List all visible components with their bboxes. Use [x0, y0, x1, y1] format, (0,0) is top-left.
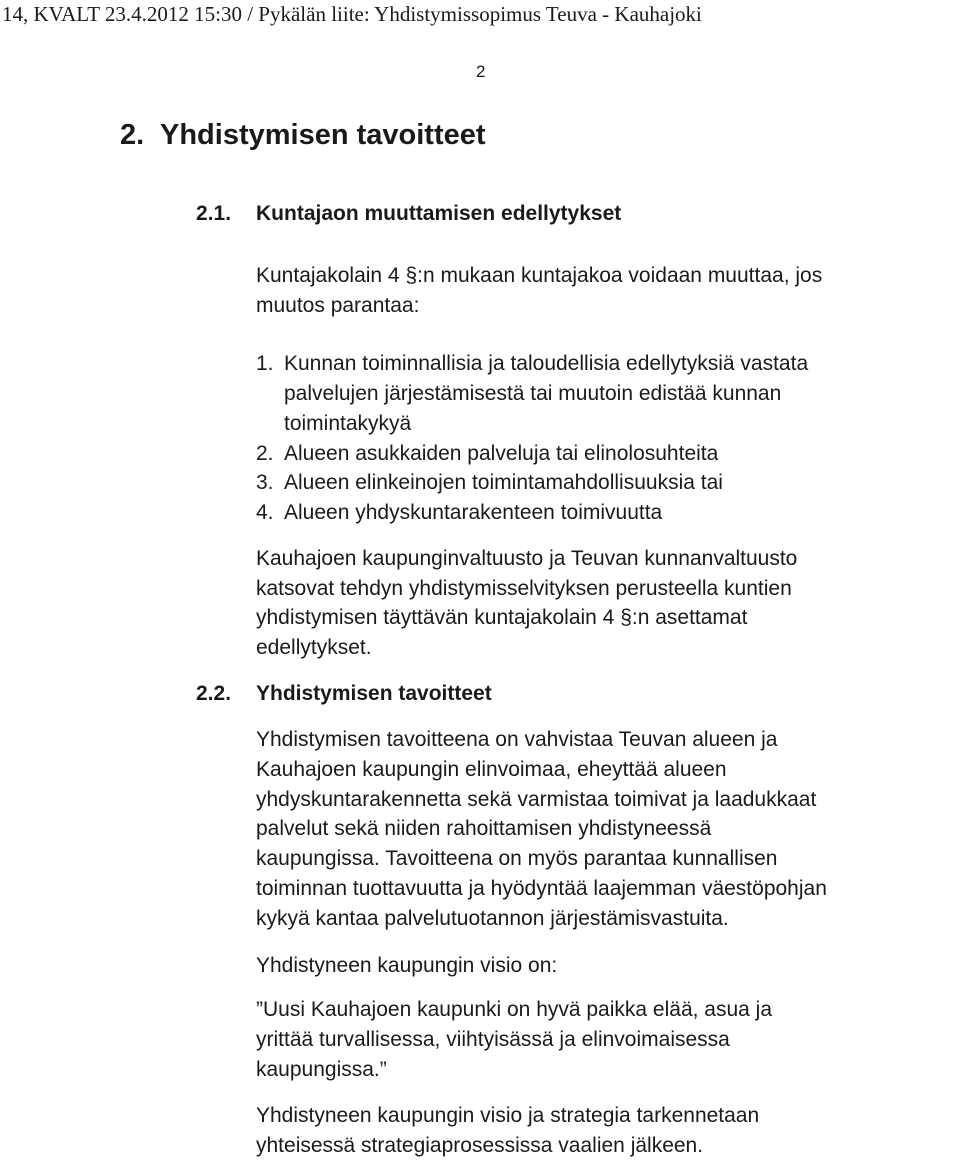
list-number: 2. — [256, 442, 274, 465]
paragraph-line: yhteisessä strategiaprosessissa vaalien jälkeen. — [256, 1134, 704, 1157]
list-item: Alueen yhdyskuntarakenteen toimivuutta — [284, 501, 663, 524]
paragraph-line: kykyä kantaa palvelutuotannon järjestämisvastuita. — [256, 907, 729, 930]
subsection-number: 2.1. — [196, 202, 232, 225]
intro-line: muutos parantaa: — [256, 294, 420, 317]
paragraph-line: palvelut sekä niiden rahoittamisen yhdistyneessä — [256, 817, 712, 840]
section-number: 2. — [120, 119, 145, 151]
paragraph-line: kaupungissa. Tavoitteena on myös parantaa kunnallisen — [256, 847, 778, 870]
list-item: toimintakykyä — [284, 412, 412, 435]
list-item: Alueen elinkeinojen toimintamahdollisuuksia tai — [284, 471, 723, 494]
vision-quote-line: ”Uusi Kauhajoen kaupunki on hyvä paikka elää, asua ja — [256, 998, 773, 1021]
paragraph-line: Kauhajoen kaupunginvaltuusto ja Teuvan kunnanvaltuusto — [256, 547, 798, 570]
list-item: palvelujen järjestämisestä tai muutoin edistää kunnan — [284, 382, 782, 405]
subsection-number: 2.2. — [196, 682, 232, 705]
vision-quote-line: yrittää turvallisessa, viihtyisässä ja elinvoimaisessa — [256, 1028, 730, 1051]
paragraph-line: Yhdistymisen tavoitteena on vahvistaa Teuvan alueen ja — [256, 728, 778, 751]
vision-label: Yhdistyneen kaupungin visio on: — [256, 954, 558, 977]
paragraph-line: Kauhajoen kaupungin elinvoimaa, eheyttää alueen — [256, 758, 727, 781]
paragraph-line: toiminnan tuottavuutta ja hyödyntää laajemman väestöpohjan — [256, 877, 827, 900]
list-number: 1. — [256, 352, 274, 375]
paragraph-line: edellytykset. — [256, 636, 372, 659]
document-header: 14, KVALT 23.4.2012 15:30 / Pykälän liite: Yhdistymissopimus Teuva - Kauhajoki — [2, 2, 702, 26]
list-item: Alueen asukkaiden palveluja tai elinolosuhteita — [284, 442, 719, 465]
subsection-title: Yhdistymisen tavoitteet — [256, 682, 492, 705]
list-item: Kunnan toiminnallisia ja taloudellisia edellytyksiä vastata — [284, 352, 809, 375]
section-title: Yhdistymisen tavoitteet — [160, 119, 486, 151]
intro-line: Kuntajakolain 4 §:n mukaan kuntajakoa voidaan muuttaa, jos — [256, 264, 823, 287]
paragraph-line: yhdistymisen täyttävän kuntajakolain 4 §:n asettamat — [256, 606, 748, 629]
subsection-title: Kuntajaon muuttamisen edellytykset — [256, 202, 622, 225]
list-number: 3. — [256, 471, 274, 494]
page-number: 2 — [476, 62, 486, 81]
paragraph-line: yhdyskuntarakennetta sekä varmistaa toimivat ja laadukkaat — [256, 788, 817, 811]
paragraph-line: Yhdistyneen kaupungin visio ja strategia tarkennetaan — [256, 1104, 760, 1127]
vision-quote-line: kaupungissa.” — [256, 1058, 387, 1081]
list-number: 4. — [256, 501, 274, 524]
paragraph-line: katsovat tehdyn yhdistymisselvityksen perusteella kuntien — [256, 577, 792, 600]
